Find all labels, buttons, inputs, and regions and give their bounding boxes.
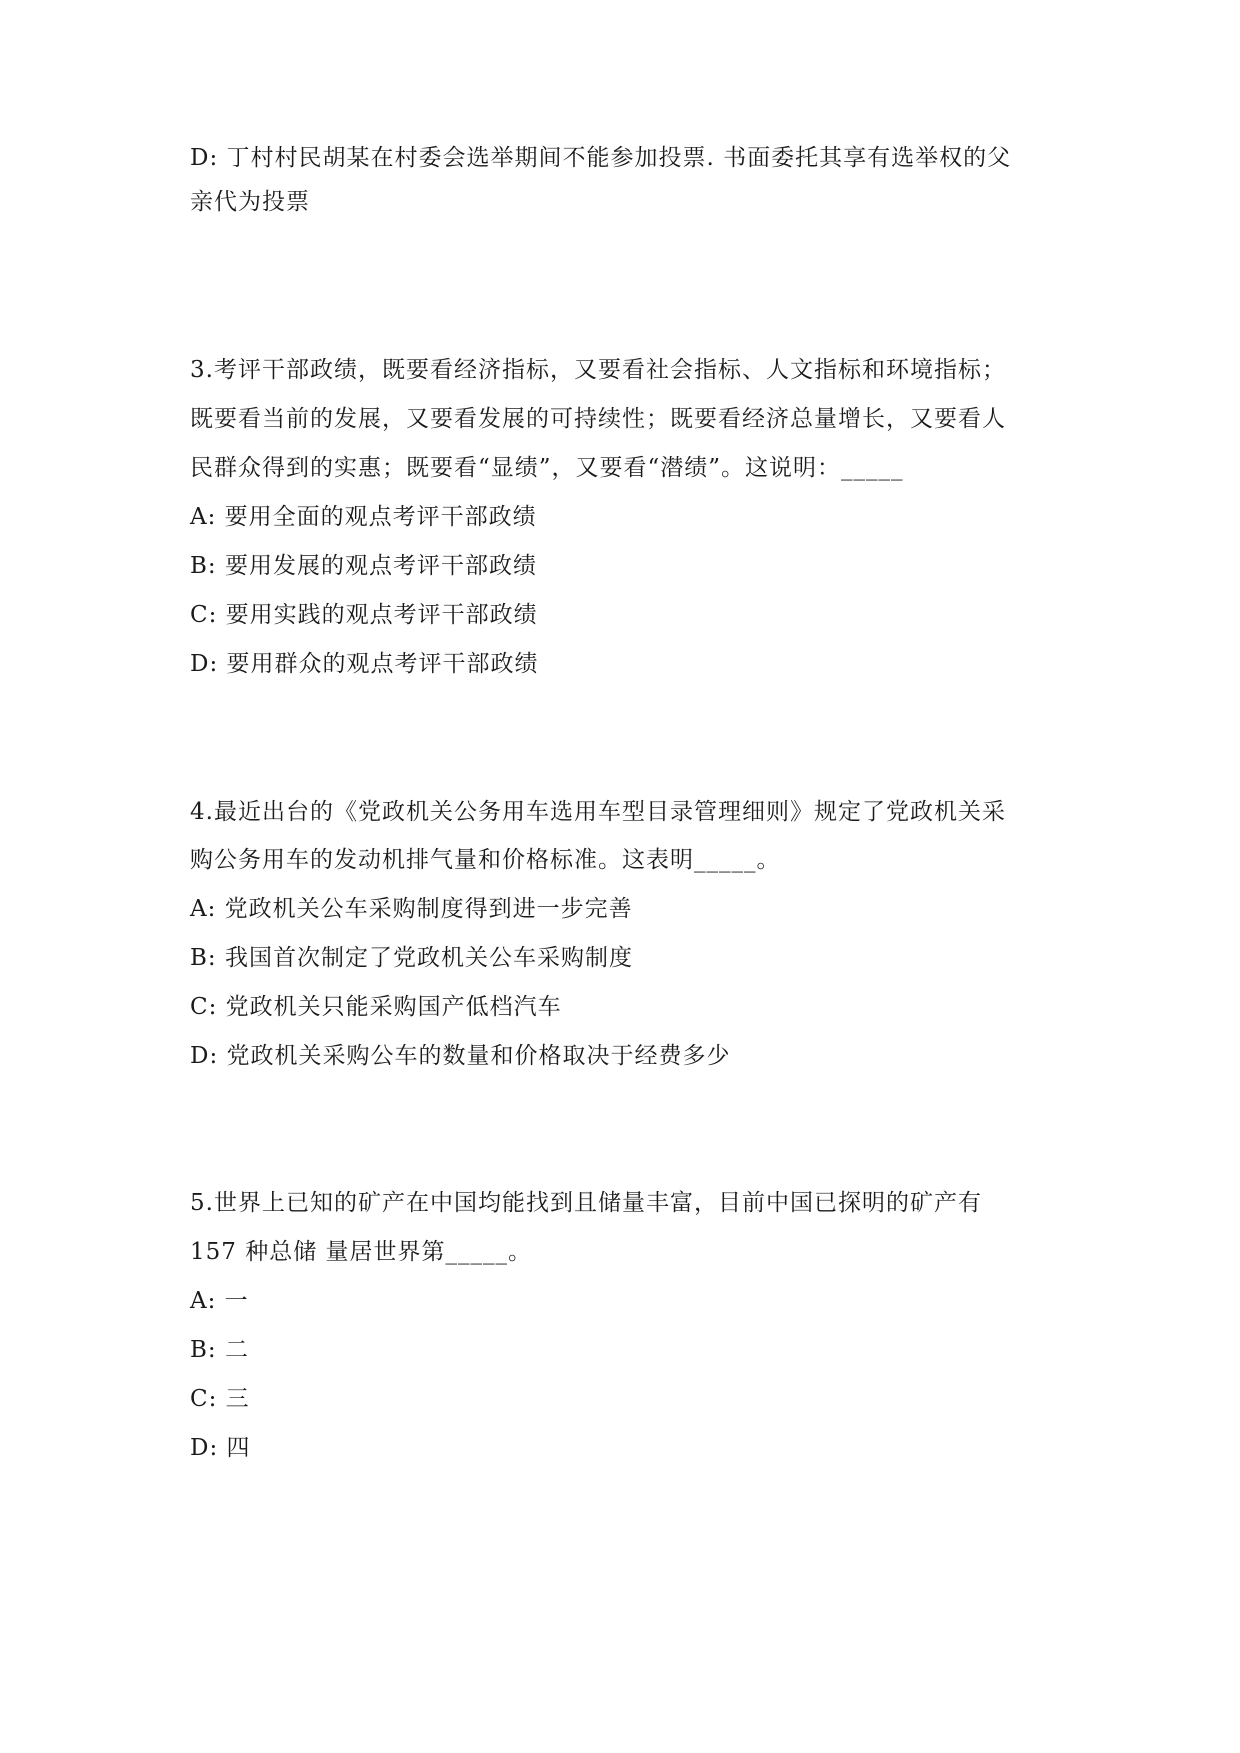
q3-stem-line2: 既要看当前的发展，又要看发展的可持续性；既要看经济总量增长，又要看人: [190, 406, 1006, 432]
q3-option-d: D: 要用群众的观点考评干部政绩: [190, 651, 539, 677]
q3-option-b: B: 要用发展的观点考评干部政绩: [190, 553, 537, 579]
q4-option-d: D: 党政机关采购公车的数量和价格取决于经费多少: [190, 1043, 731, 1069]
q4-option-a: A: 党政机关公车采购制度得到进一步完善: [190, 896, 633, 922]
q3-option-a: A: 要用全面的观点考评干部政绩: [190, 504, 537, 530]
q4-option-b: B: 我国首次制定了党政机关公车采购制度: [190, 945, 633, 971]
q5-stem-line2: 157 种总储 量居世界第_____。: [190, 1239, 533, 1265]
q5-option-d: D: 四: [190, 1435, 251, 1461]
q5-stem-line1: 5.世界上已知的矿产在中国均能找到且储量丰富，目前中国已探明的矿产有: [190, 1190, 982, 1216]
q4-stem-line1: 4.最近出台的《党政机关公务用车选用车型目录管理细则》规定了党政机关采: [190, 799, 1006, 825]
q4-option-c: C: 党政机关只能采购国产低档汽车: [190, 994, 562, 1020]
q2-option-d-line1: D: 丁村村民胡某在村委会选举期间不能参加投票. 书面委托其享有选举权的父: [190, 145, 1012, 171]
q5-option-c: C: 三: [190, 1386, 250, 1412]
q4-stem-line2: 购公务用车的发动机排气量和价格标准。这表明_____。: [190, 847, 781, 873]
q3-option-c: C: 要用实践的观点考评干部政绩: [190, 602, 538, 628]
q3-stem-line1: 3.考评干部政绩，既要看经济指标，又要看社会指标、人文指标和环境指标；: [190, 357, 1006, 383]
q5-option-a: A: 一: [190, 1288, 249, 1314]
q3-stem-line3: 民群众得到的实惠；既要看“显绩”，又要看“潜绩”。这说明：_____: [190, 455, 904, 481]
q2-option-d-line2: 亲代为投票: [190, 189, 310, 215]
q5-option-b: B: 二: [190, 1337, 249, 1363]
